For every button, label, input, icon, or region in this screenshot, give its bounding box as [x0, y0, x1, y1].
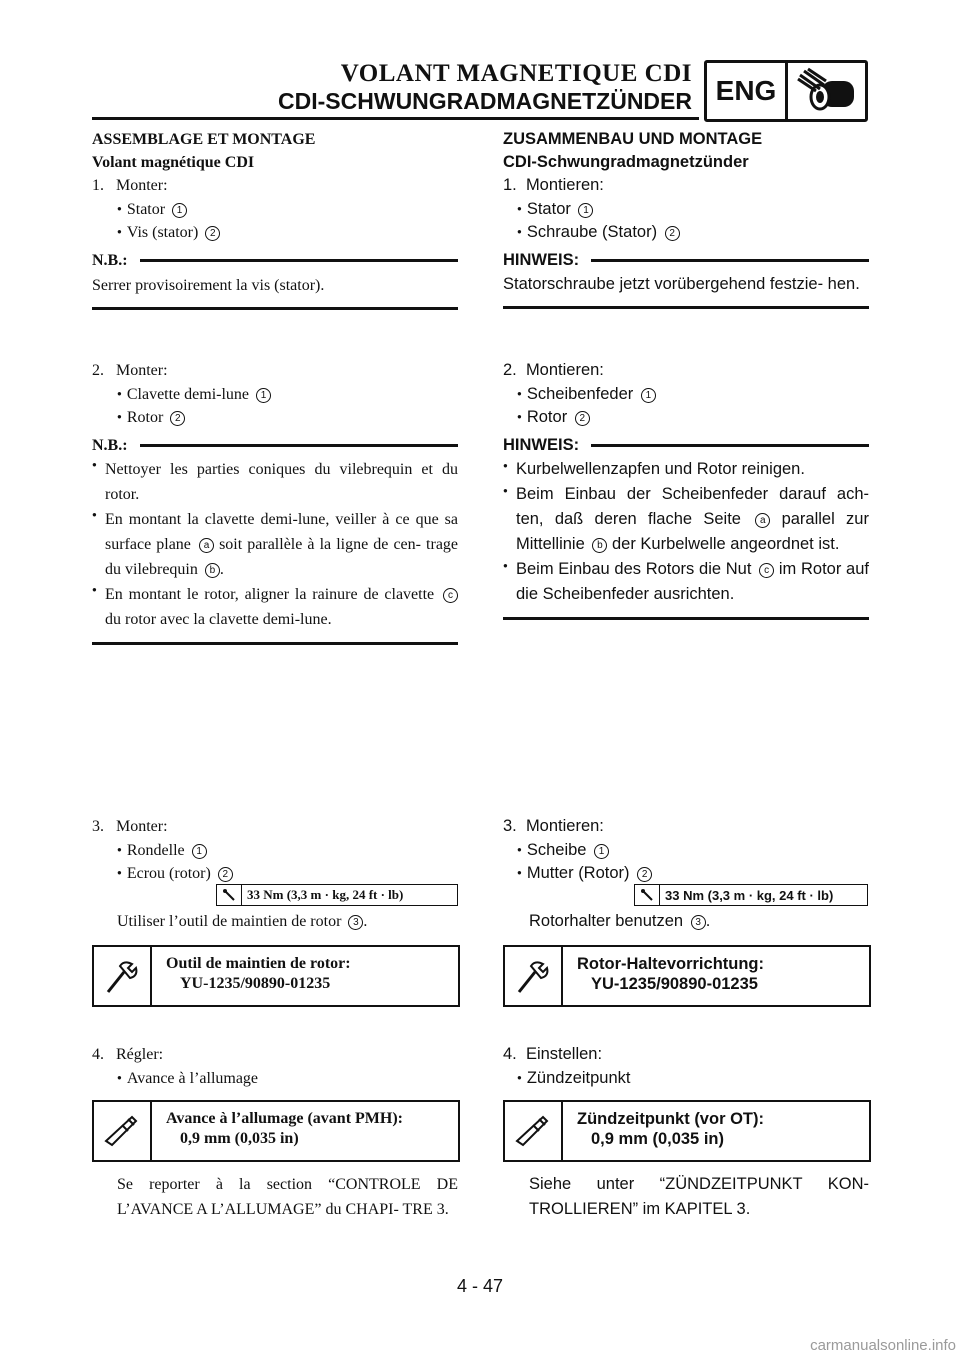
special-tool-icon: [94, 947, 152, 1005]
de-section-4: [503, 1043, 869, 1222]
de-step4-note: Siehe unter “ZÜNDZEITPUNKT KON- TROLLIEREN” im KAPITEL 3.: [529, 1175, 869, 1218]
de-torque-spec: 33 Nm (3,3 m · kg, 24 ft · lb): [634, 884, 868, 906]
divider: [92, 642, 458, 645]
fr-step3-note: Utiliser l’outil de maintien de rotor 3 .: [117, 913, 368, 930]
fr-step4-note: Se reporter à la section “CONTROLE DE L’AVANCE A L’ALLUMAGE” du CHAPI- TRE 3.: [117, 1176, 458, 1218]
list-item: ● Stator 1: [92, 197, 458, 220]
fr-section-3: [92, 815, 458, 1007]
fr-heading: ASSEMBLAGE ET MONTAGE: [92, 131, 316, 148]
de-section-3: [503, 815, 869, 1007]
list-item: ● Vis (stator) 2: [92, 220, 458, 243]
list-item: ● Rotor 2: [503, 405, 869, 428]
de-spec-box: [503, 1100, 871, 1162]
watermark: carmanualsonline.info: [810, 1337, 956, 1354]
list-item: ● Scheibe 1: [503, 838, 869, 861]
fr-section-4: [92, 1043, 458, 1222]
de-step3: 3. Montieren:: [503, 817, 604, 835]
fr-step4: 4. Régler:: [92, 1046, 164, 1063]
de-spec-title: Zündzeitpunkt (vor OT):: [577, 1110, 764, 1128]
list-item: ● Scheibenfeder 1: [503, 382, 869, 405]
divider: [503, 617, 869, 620]
de-tool-value: YU-1235/90890-01235: [591, 975, 758, 993]
header-title-fr: VOLANT MAGNETIQUE CDI: [340, 60, 692, 87]
de-note1-header: HINWEIS:: [503, 249, 869, 272]
de-note2-bullet-3: ● Beim Einbau des Rotors die Nut c im Rotor auf die Scheibenfeder ausrichten.: [503, 557, 869, 607]
fr-spec-value: 0,9 mm (0,035 in): [180, 1130, 299, 1147]
fr-tool-value: YU-1235/90890-01235: [180, 975, 331, 992]
de-note2-header: HINWEIS:: [503, 434, 869, 457]
list-item: ● Zündzeitpunkt: [503, 1066, 869, 1089]
section-badge: [704, 60, 868, 122]
fr-note1-text: Serrer provisoirement la vis (stator).: [92, 277, 325, 294]
fr-spec-box: [92, 1100, 460, 1162]
de-tool-box: [503, 945, 871, 1007]
fr-note1-header: N.B.:: [92, 249, 458, 272]
fr-step1: 1. Monter:: [92, 177, 168, 194]
de-section-2: [503, 359, 869, 620]
de-step4: 4. Einstellen:: [503, 1045, 603, 1063]
caliper-icon: [94, 1102, 152, 1160]
fr-tool-title: Outil de maintien de rotor:: [166, 955, 351, 972]
de-heading: ZUSAMMENBAU UND MONTAGE: [503, 130, 763, 148]
list-item: ● Clavette demi-lune 1: [92, 382, 458, 405]
fr-note2-bullet-3: ● En montant le rotor, aligner la rainure de clavette c du rotor avec la clavette demi-lune.: [92, 582, 458, 632]
fr-note2-header: N.B.:: [92, 434, 458, 457]
header-rule: [92, 117, 699, 120]
de-section-1: [503, 128, 869, 309]
fr-note2-bullet-1: ● Nettoyer les parties coniques du vilebrequin et du rotor.: [92, 457, 458, 507]
caliper-icon: [505, 1102, 563, 1160]
fr-spec-title: Avance à l’allumage (avant PMH):: [166, 1110, 403, 1127]
de-step2: 2. Montieren:: [503, 361, 604, 379]
de-step1: 1. Montieren:: [503, 176, 604, 194]
de-note2-bullet-2: ● Beim Einbau der Scheibenfeder darauf ach- ten, daß deren flache Seite a parallel zur Mittellinie b der Kurbelwelle angeordnet ist.: [503, 482, 869, 557]
list-item: ● Ecrou (rotor) 2: [92, 861, 458, 884]
wrench-bolt-icon: [788, 63, 865, 119]
de-subheading: CDI-Schwungradmagnetzünder: [503, 153, 749, 171]
list-item: ● Stator 1: [503, 197, 869, 220]
de-tool-title: Rotor-Haltevorrichtung:: [577, 955, 764, 973]
badge-label: ENG: [707, 63, 788, 119]
fr-tool-box: [92, 945, 460, 1007]
de-note1-text: Statorschraube jetzt vorübergehend festzie- hen.: [503, 275, 860, 293]
list-item: ● Schraube (Stator) 2: [503, 220, 869, 243]
fr-subheading: Volant magnétique CDI: [92, 154, 255, 171]
de-spec-value: 0,9 mm (0,035 in): [591, 1130, 724, 1148]
header-title-de: CDI-SCHWUNGRADMAGNETZÜNDER: [278, 88, 692, 114]
list-item: ● Avance à l’allumage: [92, 1066, 458, 1089]
fr-step2: 2. Monter:: [92, 362, 168, 379]
torque-wrench-icon: [635, 885, 660, 905]
de-note2-bullet-1: ● Kurbelwellenzapfen und Rotor reinigen.: [503, 457, 869, 482]
list-item: ● Mutter (Rotor) 2: [503, 861, 869, 884]
fr-section-2: [92, 359, 458, 645]
de-step3-note: Rotorhalter benutzen 3 .: [529, 912, 711, 930]
list-item: ● Rotor 2: [92, 405, 458, 428]
fr-step3: 3. Monter:: [92, 818, 168, 835]
divider: [92, 307, 458, 310]
torque-wrench-icon: [217, 885, 242, 905]
page-number: 4 - 47: [456, 1276, 504, 1296]
fr-note2-bullet-2: ● En montant la clavette demi-lune, veiller à ce que sa surface plane a soit parallèle à la ligne de cen- trage du vilebrequin b .: [92, 507, 458, 582]
fr-section-1: [92, 128, 458, 310]
list-item: ● Rondelle 1: [92, 838, 458, 861]
special-tool-icon: [505, 947, 563, 1005]
fr-torque-spec: 33 Nm (3,3 m · kg, 24 ft · lb): [216, 884, 458, 906]
divider: [503, 306, 869, 309]
